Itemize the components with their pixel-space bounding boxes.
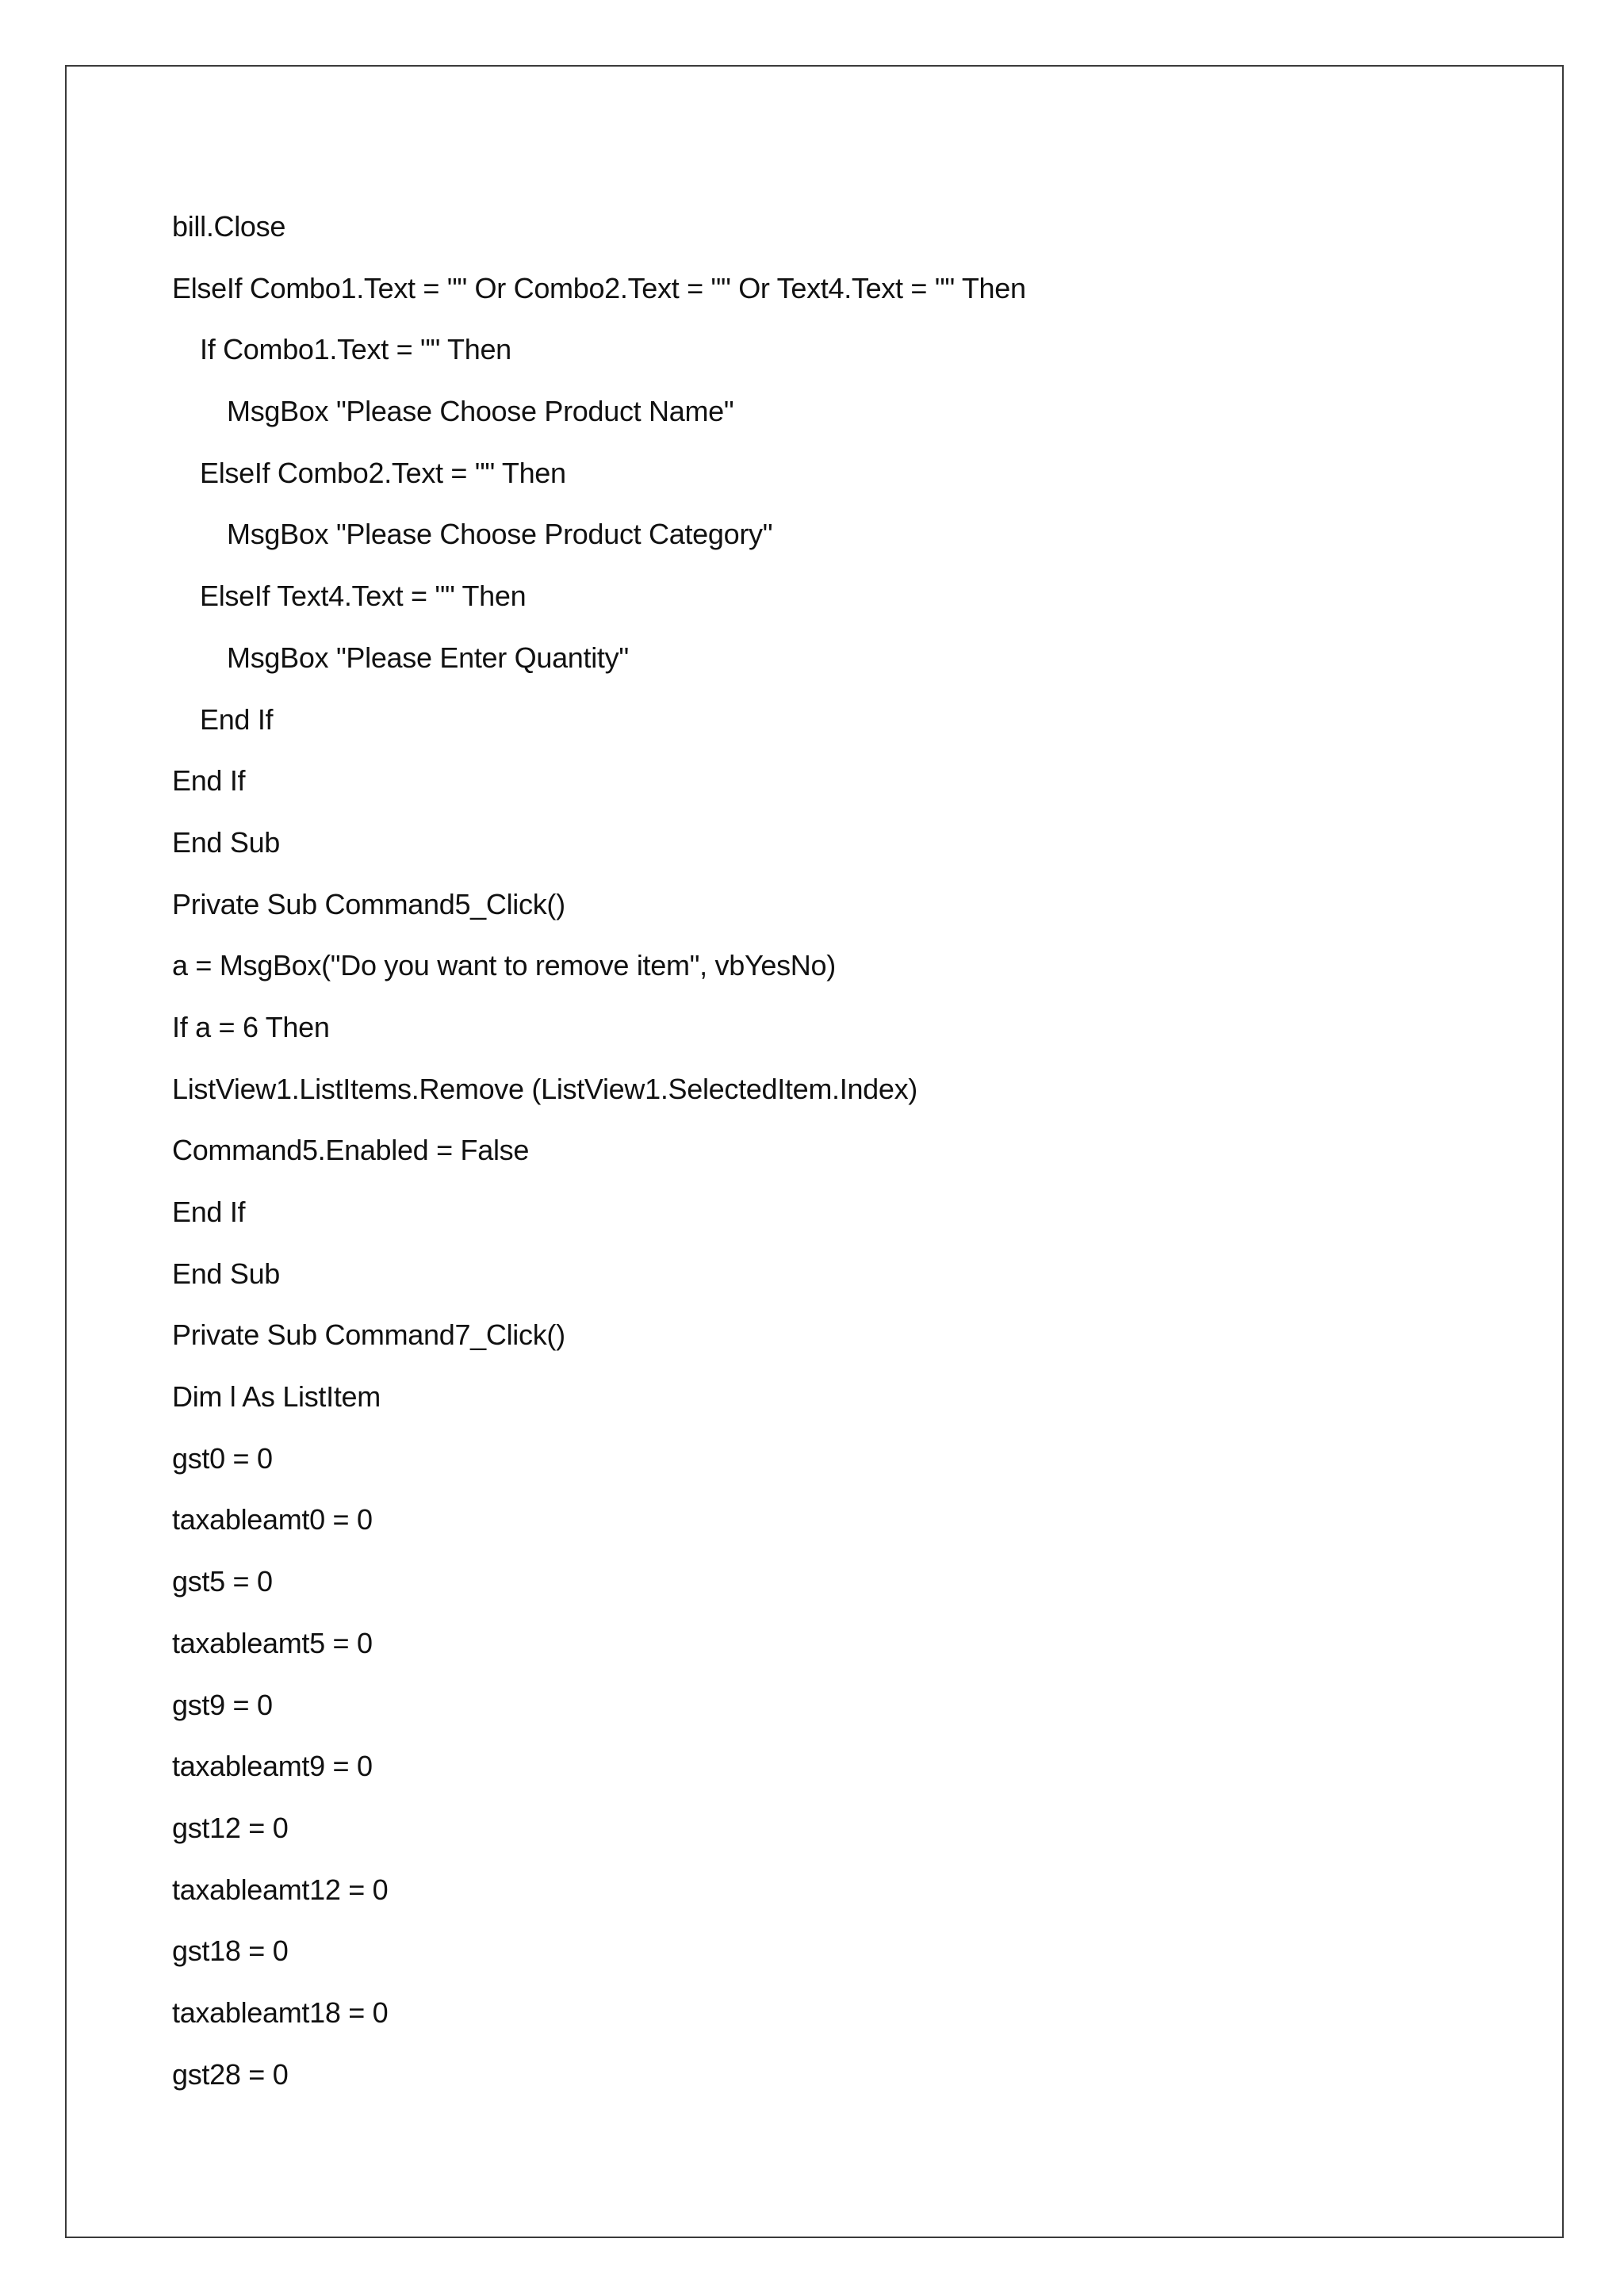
code-line: Private Sub Command5_Click() [172, 887, 565, 920]
code-line: End Sub [172, 1257, 281, 1290]
code-line: taxableamt12 = 0 [172, 1873, 389, 1906]
code-line: taxableamt5 = 0 [172, 1626, 373, 1659]
code-line: Dim l As ListItem [172, 1380, 381, 1414]
code-line: End If [172, 764, 246, 798]
code-line: taxableamt9 = 0 [172, 1750, 373, 1783]
code-line: MsgBox "Please Enter Quantity" [227, 641, 629, 674]
code-line: gst0 = 0 [172, 1441, 273, 1475]
code-line: Private Sub Command7_Click() [172, 1318, 565, 1352]
code-line: gst5 = 0 [172, 1565, 273, 1598]
code-line: MsgBox "Please Choose Product Category" [227, 518, 773, 551]
code-line: ElseIf Combo1.Text = "" Or Combo2.Text = "" Or Text4.Text = "" Then [172, 271, 1026, 304]
code-line: If Combo1.Text = "" Then [200, 333, 511, 366]
code-line: End If [200, 702, 274, 736]
code-line: gst9 = 0 [172, 1688, 273, 1721]
code-line: If a = 6 Then [172, 1010, 330, 1043]
code-line: Command5.Enabled = False [172, 1134, 530, 1167]
code-line: taxableamt0 = 0 [172, 1503, 373, 1536]
code-line: gst18 = 0 [172, 1934, 289, 1968]
code-line: a = MsgBox("Do you want to remove item", vbYesNo) [172, 949, 836, 982]
code-line: End If [172, 1196, 246, 1228]
code-line: gst28 = 0 [172, 2057, 289, 2091]
code-line: ElseIf Text4.Text = "" Then [200, 580, 527, 613]
code-line: taxableamt18 = 0 [172, 1996, 389, 2029]
code-line: gst12 = 0 [172, 1811, 289, 1844]
code-line: ListView1.ListItems.Remove (ListView1.SelectedItem.Index) [172, 1072, 917, 1105]
code-line: End Sub [172, 825, 281, 859]
code-line: bill.Close [172, 210, 286, 243]
code-line: MsgBox "Please Choose Product Name" [227, 395, 734, 428]
code-line: ElseIf Combo2.Text = "" Then [200, 456, 566, 489]
code-listing [172, 205, 1520, 2114]
